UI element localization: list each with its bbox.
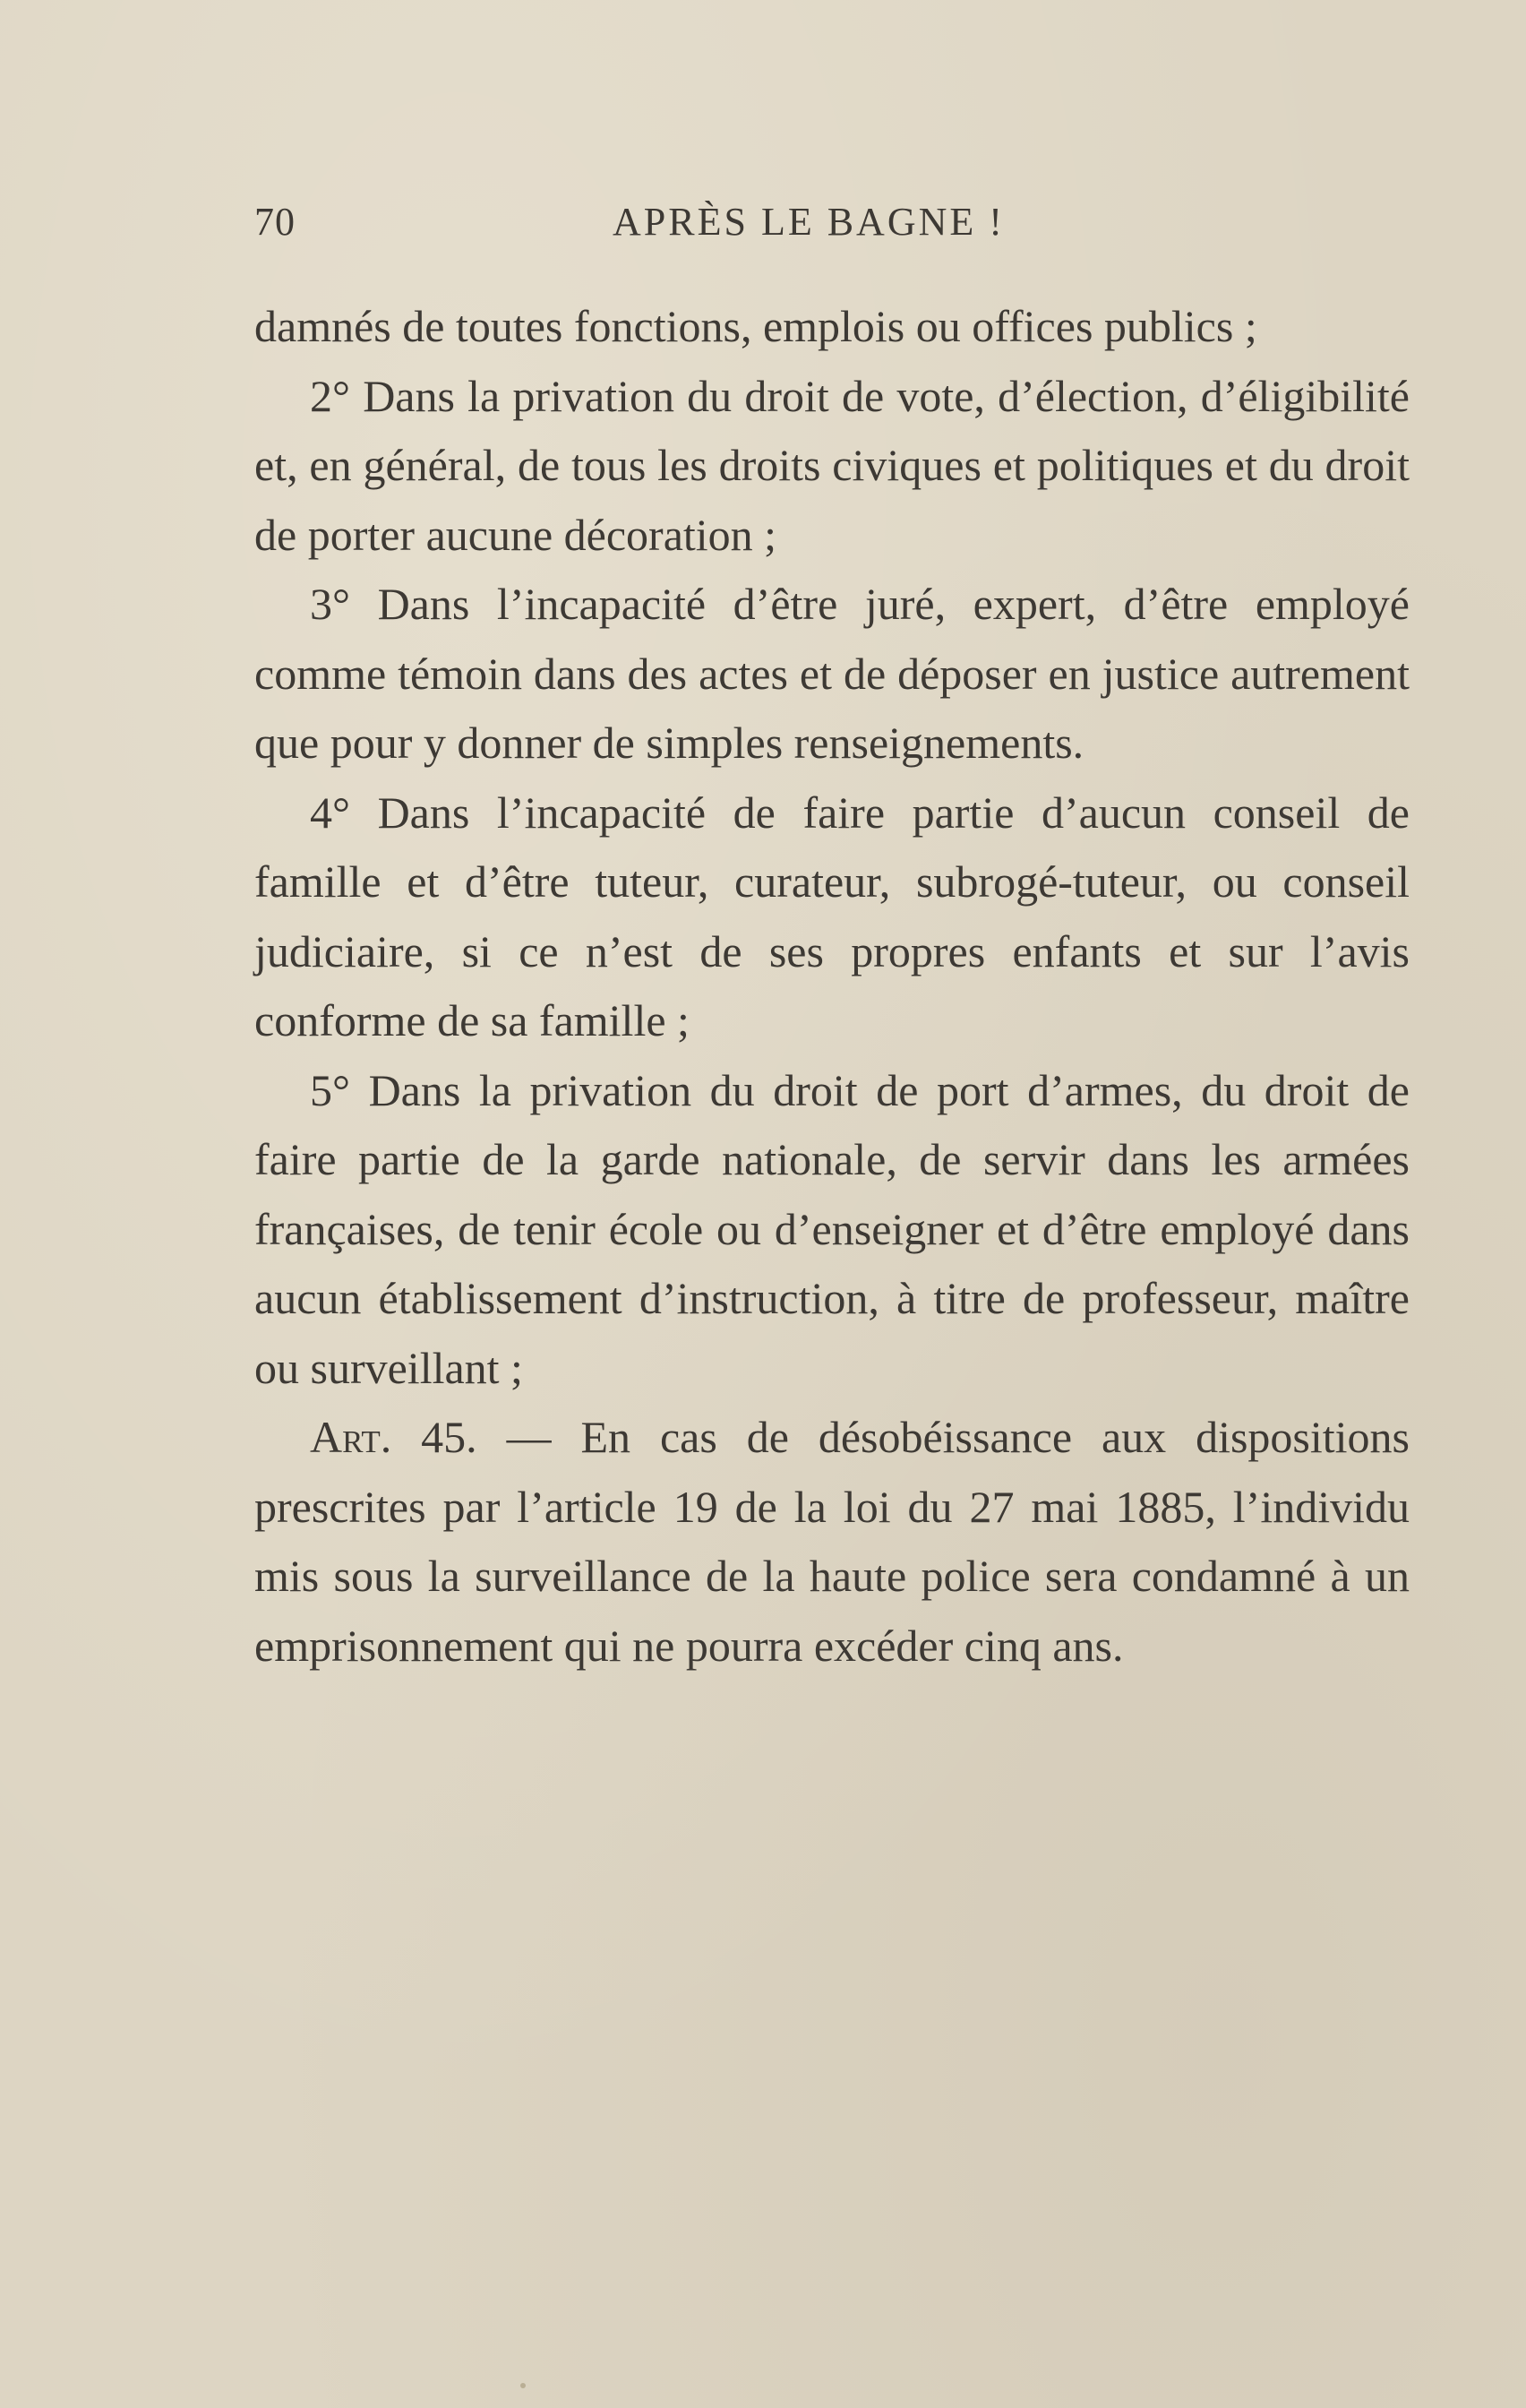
- paragraph-item-3: 3° Dans l’incapacité d’être juré, expert, d’être employé comme témoin dans des actes et de déposer en justice autrement que pour y donner de simples renseignements.: [254, 579, 1410, 768]
- paper-speck: [520, 2383, 526, 2388]
- body-text: [254, 292, 1410, 1681]
- article-label: Art. 45.: [310, 1412, 477, 1462]
- paragraph-item-2: 2° Dans la privation du droit de vote, d’élection, d’éligibilité et, en général, de tous les droits civiques et politiques et du droit de porter aucune décoration ;: [254, 370, 1410, 560]
- paragraph-continuation: damnés de toutes fonctions, emplois ou offices publics ;: [254, 301, 1257, 351]
- article-text: — En cas de désobéissance aux dispositions prescrites par l’article 19 de la loi du 27 mai 1885, l’individu mis sous la surveillance de la haute police sera condamné à un emprisonnement qui ne pourra excéder cinq ans.: [254, 1412, 1410, 1671]
- paragraph-item-4: 4° Dans l’incapacité de faire partie d’aucun conseil de famille et d’être tuteur, curateur, subrogé-tuteur, ou conseil judiciaire, si ce n’est de ses propres enfants et sur l’avis conforme de sa famille ;: [254, 787, 1410, 1045]
- paragraph-item-5: 5° Dans la privation du droit de port d’armes, du droit de faire partie de la garde nationale, de servir dans les armées françaises, de tenir école ou d’enseigner et d’être employé dans aucun établissement d’instruction, à titre de professeur, maître ou surveillant ;: [254, 1064, 1410, 1393]
- running-head: [254, 199, 1419, 253]
- paragraph-article-45: [254, 1403, 1410, 1681]
- page-number: 70: [254, 200, 296, 244]
- running-title: APRÈS LE BAGNE !: [613, 200, 1005, 244]
